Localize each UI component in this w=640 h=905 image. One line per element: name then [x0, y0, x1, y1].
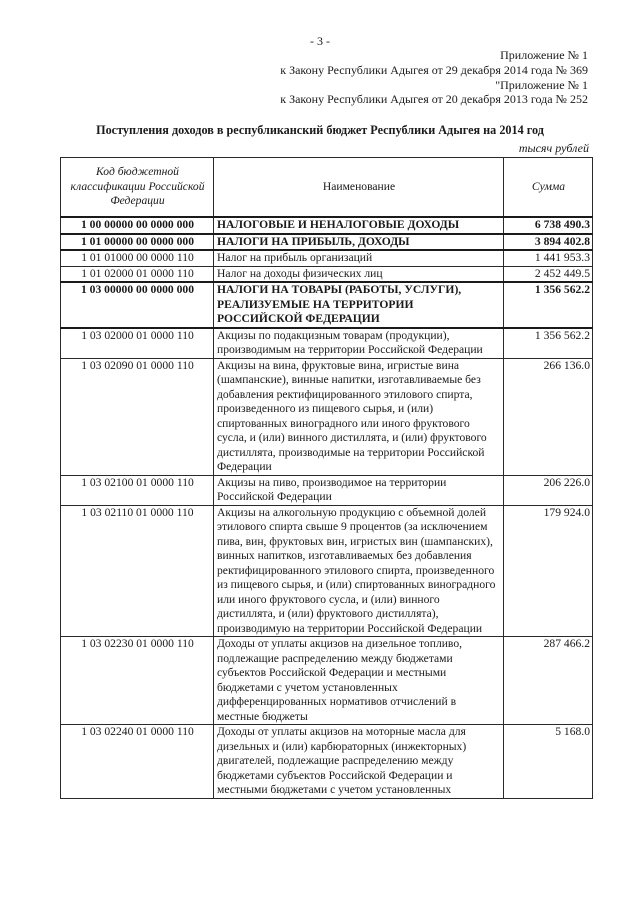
row-sum: 6 738 490.3 [504, 217, 593, 234]
page-number: - 3 - [310, 34, 330, 48]
table-row [61, 282, 593, 328]
row-name: Доходы от уплаты акцизов на дизельное топливо, подлежащие распределению между бюджетами субъектов Российской Федерации и местными бюджетами с учетом установленных дифференцированных нормативов отчислений в местные бюджеты [214, 637, 504, 725]
table-row [61, 234, 593, 251]
revenue-table [60, 157, 593, 799]
table-row [61, 266, 593, 282]
table-row [61, 358, 593, 475]
row-name: Акцизы на пиво, производимое на территории Российской Федерации [214, 475, 504, 505]
row-name: НАЛОГОВЫЕ И НЕНАЛОГОВЫЕ ДОХОДЫ [214, 217, 504, 234]
row-name: НАЛОГИ НА ТОВАРЫ (РАБОТЫ, УСЛУГИ), РЕАЛИЗУЕМЫЕ НА ТЕРРИТОРИИ РОССИЙСКОЙ ФЕДЕРАЦИИ [214, 282, 504, 328]
row-code: 1 03 02230 01 0000 110 [61, 637, 214, 725]
row-sum: 3 894 402.8 [504, 234, 593, 251]
row-name: Налог на доходы физических лиц [214, 266, 504, 282]
header-code: Код бюджетной классификации Российской Федерации [61, 158, 214, 218]
table-row [61, 505, 593, 637]
row-sum: 2 452 449.5 [504, 266, 593, 282]
row-name: НАЛОГИ НА ПРИБЫЛЬ, ДОХОДЫ [214, 234, 504, 251]
appendix-current-line1: Приложение № 1 [500, 48, 588, 62]
header-sum: Сумма [504, 158, 593, 218]
table-row [61, 725, 593, 799]
unit-label: тысяч рублей [518, 141, 589, 155]
row-code: 1 01 01000 00 0000 110 [61, 250, 214, 266]
row-name: Доходы от уплаты акцизов на моторные масла для дизельных и (или) карбюраторных (инжекторных) двигателей, подлежащие распределению между бюджетами субъектов Российской Федерации и местными бюджетами с учетом установленных [214, 725, 504, 799]
appendix-block [280, 48, 588, 107]
table-header-row [61, 158, 593, 218]
row-name: Акцизы по подакцизным товарам (продукции), производимым на территории Российской Федерации [214, 328, 504, 359]
row-sum: 266 136.0 [504, 358, 593, 475]
row-code: 1 00 00000 00 0000 000 [61, 217, 214, 234]
row-code: 1 03 02100 01 0000 110 [61, 475, 214, 505]
row-code: 1 03 02090 01 0000 110 [61, 358, 214, 475]
row-code: 1 01 00000 00 0000 000 [61, 234, 214, 251]
row-code: 1 03 00000 00 0000 000 [61, 282, 214, 328]
row-code: 1 03 02000 01 0000 110 [61, 328, 214, 359]
appendix-previous-line1: "Приложение № 1 [495, 77, 588, 92]
table-row [61, 328, 593, 359]
header-name: Наименование [214, 158, 504, 218]
row-name: Акцизы на вина, фруктовые вина, игристые вина (шампанские), винные напитки, изготавливаемые без добавления ректифицированного этилового спирта, произведенного из пищевого сырья, и (или) спиртованных виноградного или иного фруктового сусла, и (или) винного дистиллята, и (или) фруктового дистиллята, производимые на территории Российской Федерации [214, 358, 504, 475]
table-row [61, 250, 593, 266]
row-sum: 287 466.2 [504, 637, 593, 725]
row-sum: 5 168.0 [504, 725, 593, 799]
row-code: 1 03 02110 01 0000 110 [61, 505, 214, 637]
document-title: Поступления доходов в республиканский бюджет Республики Адыгея на 2014 год [96, 123, 544, 137]
appendix-previous-line2: к Закону Республики Адыгея от 20 декабря 2013 года № 252 [280, 92, 588, 107]
row-sum: 1 441 953.3 [504, 250, 593, 266]
row-name: Акцизы на алкогольную продукцию с объемной долей этилового спирта свыше 9 процентов (за исключением пива, вин, фруктовых вин, игристых вин (шампанских), винных напитков, изготавливаемых без добавления ректифицированного этилового спирта, произведенного из пищевого сырья, и (или) спиртованных виноградного или иного фруктового сусла, и (или) винного дистиллята, и (или) фруктового дистиллята), производимую на территории Российской Федерации [214, 505, 504, 637]
row-code: 1 03 02240 01 0000 110 [61, 725, 214, 799]
row-sum: 1 356 562.2 [504, 328, 593, 359]
row-sum: 1 356 562.2 [504, 282, 593, 328]
table-row [61, 217, 593, 234]
table-row [61, 637, 593, 725]
table-row [61, 475, 593, 505]
row-name: Налог на прибыль организаций [214, 250, 504, 266]
row-sum: 179 924.0 [504, 505, 593, 637]
row-code: 1 01 02000 01 0000 110 [61, 266, 214, 282]
row-sum: 206 226.0 [504, 475, 593, 505]
appendix-current-line2: к Закону Республики Адыгея от 29 декабря 2014 года № 369 [280, 62, 588, 77]
